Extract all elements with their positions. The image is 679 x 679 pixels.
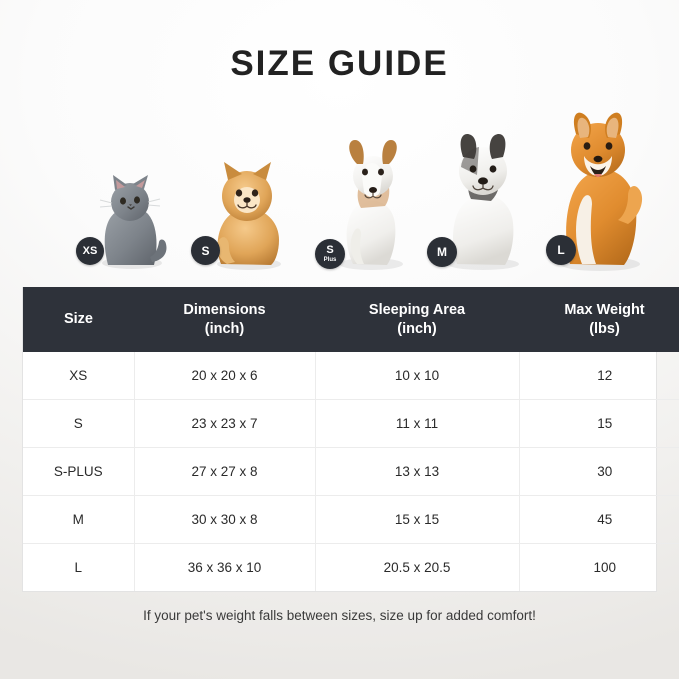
size-badge-m-label: M bbox=[437, 245, 447, 259]
table-row bbox=[23, 544, 679, 592]
cell-sleeping-area: 11 x 11 bbox=[315, 400, 519, 448]
cell-dimensions: 27 x 27 x 8 bbox=[134, 448, 315, 496]
cell-max-weight: 12 bbox=[519, 352, 679, 400]
column-header-dimensions: Dimensions (inch) bbox=[134, 287, 315, 352]
column-header-sleeping-area: Sleeping Area (inch) bbox=[315, 287, 519, 352]
cell-max-weight: 100 bbox=[593, 560, 617, 576]
size-badge-s-plus bbox=[315, 239, 345, 269]
table-row bbox=[23, 352, 679, 400]
table-row bbox=[23, 400, 679, 448]
footnote-text: If your pet's weight falls between sizes, size up for added comfort! bbox=[143, 608, 536, 624]
cell-size: S bbox=[23, 400, 134, 448]
table-row bbox=[23, 448, 679, 496]
cell-size: M bbox=[23, 496, 134, 544]
cell-size: XS bbox=[23, 352, 134, 400]
column-header-size: Size bbox=[23, 287, 134, 352]
cell-dimensions: 30 x 30 x 8 bbox=[134, 496, 315, 544]
size-badge-s-plus-sublabel: Plus bbox=[323, 257, 337, 263]
cell-dimensions: 23 x 23 x 7 bbox=[134, 400, 315, 448]
cell-sleeping-area: 20.5 x 20.5 bbox=[315, 544, 519, 592]
size-badge-xs-label: XS bbox=[82, 244, 98, 257]
pet-figure-s bbox=[197, 152, 297, 277]
size-badge-s-plus-label: S bbox=[326, 244, 334, 256]
size-table bbox=[23, 287, 679, 591]
cell-sleeping-area: 15 x 15 bbox=[315, 496, 519, 544]
pet-figure-m bbox=[427, 127, 537, 277]
size-badge-l-label: L bbox=[557, 243, 565, 257]
page-title: SIZE GUIDE bbox=[230, 44, 449, 83]
table-row bbox=[23, 496, 679, 544]
size-badge-xs bbox=[76, 237, 104, 265]
pet-figure-l bbox=[540, 104, 660, 277]
cell-dimensions: 20 x 20 x 6 bbox=[134, 352, 315, 400]
pet-figure-xs bbox=[82, 162, 177, 277]
column-header-max-weight: Max Weight (lbs) bbox=[519, 287, 679, 352]
pet-figure-s-plus bbox=[317, 132, 423, 277]
pet-illustration-row bbox=[22, 91, 657, 281]
size-badge-s bbox=[191, 236, 220, 265]
cell-sleeping-area: 13 x 13 bbox=[315, 448, 519, 496]
size-badge-l bbox=[546, 235, 576, 265]
size-table-container bbox=[22, 287, 657, 592]
cell-size: S-PLUS bbox=[23, 448, 134, 496]
size-badge-m bbox=[427, 237, 457, 267]
table-header-row bbox=[23, 287, 679, 352]
cell-max-weight: 45 bbox=[519, 496, 679, 544]
cell-max-weight: 30 bbox=[519, 448, 679, 496]
cell-max-weight: 15 bbox=[519, 400, 679, 448]
cell-sleeping-area: 10 x 10 bbox=[315, 352, 519, 400]
size-table-head bbox=[23, 287, 679, 352]
size-badge-s-label: S bbox=[201, 243, 210, 258]
size-table-body bbox=[23, 352, 679, 591]
cell-dimensions: 36 x 36 x 10 bbox=[134, 544, 315, 592]
cell-size: L bbox=[23, 544, 134, 592]
